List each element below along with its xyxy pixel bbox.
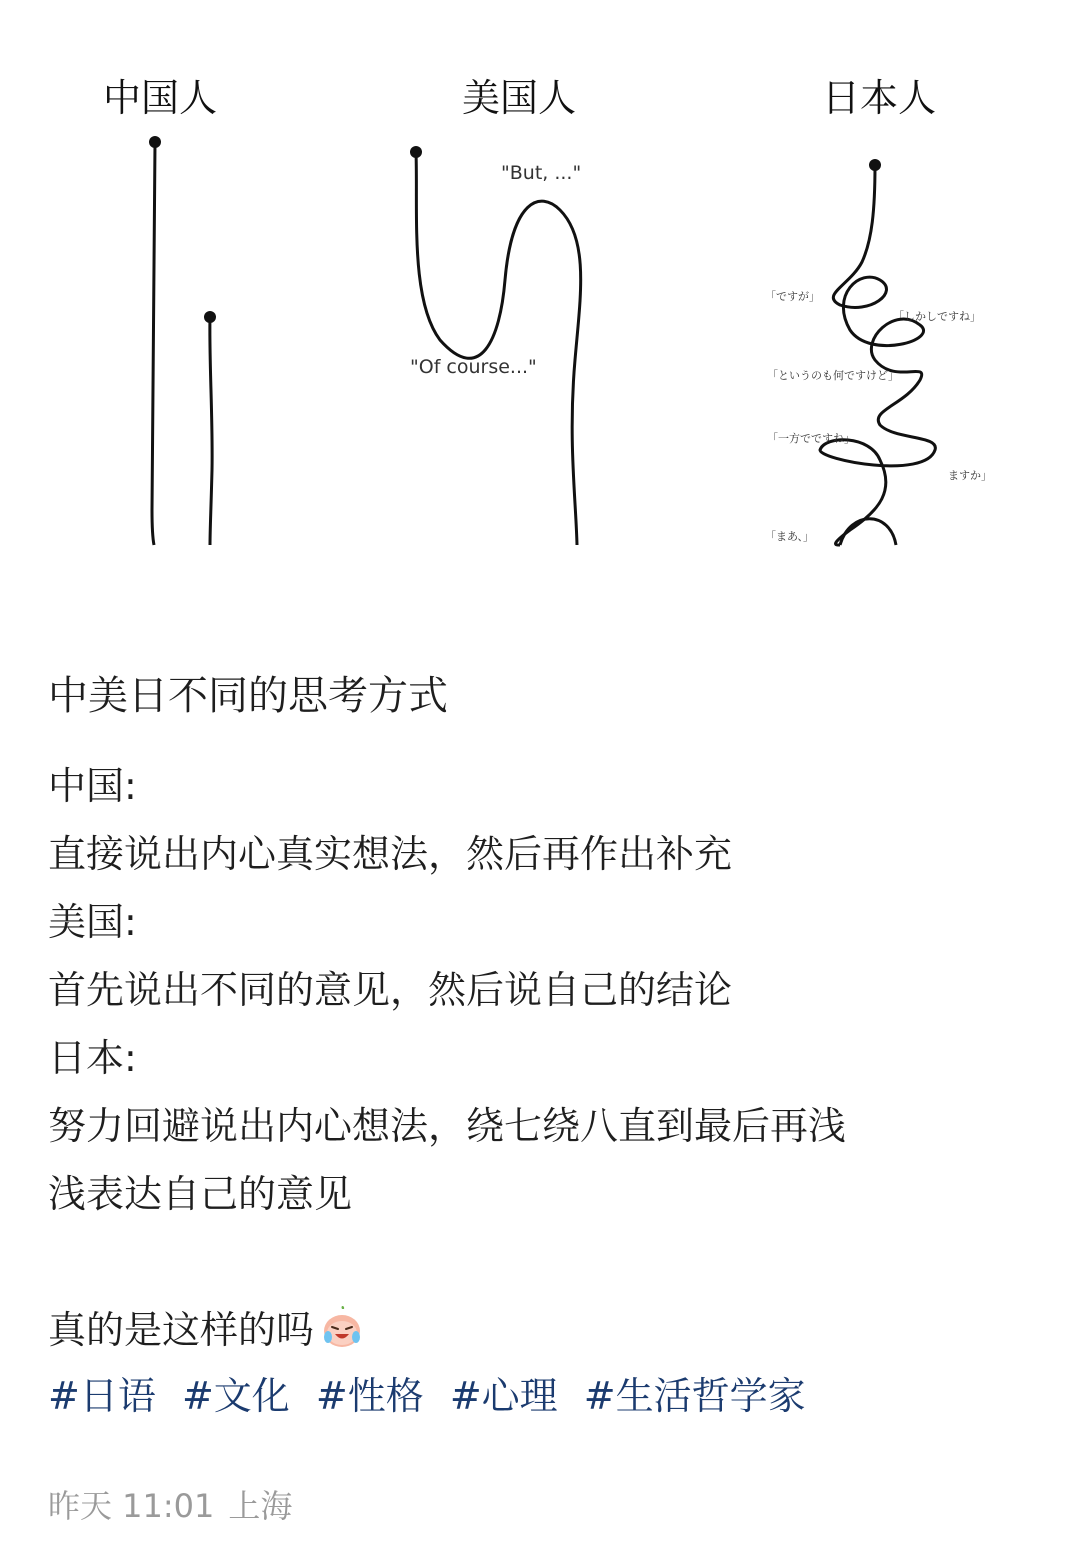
body-line-japan-label: 日本: bbox=[48, 1036, 137, 1080]
post-timestamp: 昨天 11:01 bbox=[48, 1487, 215, 1525]
hashtag-list bbox=[48, 1362, 820, 1430]
post-title: 中美日不同的思考方式 bbox=[48, 673, 448, 719]
body-line-usa-desc: 首先说出不同的意见，然后说自己的结论 bbox=[48, 968, 733, 1012]
body-line-closing bbox=[48, 1296, 1048, 1364]
american-line bbox=[416, 152, 581, 545]
body-line-japan-desc-1: 努力回避说出内心想法，绕七绕八直到最后再浅 bbox=[48, 1104, 847, 1148]
hashtag-japanese-language[interactable]: #日语 bbox=[48, 1374, 156, 1418]
american-quote-but: "But, ..." bbox=[501, 162, 582, 184]
japanese-quote-3: 「というのも何ですけど」 bbox=[767, 369, 899, 382]
closing-text: 真的是这样的吗 bbox=[48, 1308, 315, 1352]
japanese-start-dot bbox=[869, 159, 881, 171]
post-body bbox=[48, 752, 1048, 1364]
post-meta bbox=[48, 1478, 292, 1534]
japanese-quote-1: 「ですが」 bbox=[765, 290, 820, 303]
american-start-dot bbox=[410, 146, 422, 158]
japanese-quote-4: 「一方でですね」 bbox=[767, 432, 855, 445]
body-line-china-label: 中国: bbox=[48, 764, 137, 808]
crying-laughing-peach-emoji-icon bbox=[318, 1303, 366, 1351]
japanese-line bbox=[820, 165, 935, 545]
hashtag-life-philosopher[interactable]: #生活哲学家 bbox=[583, 1374, 806, 1418]
hashtag-psychology[interactable]: #心理 bbox=[449, 1374, 558, 1418]
hashtag-personality[interactable]: #性格 bbox=[315, 1374, 424, 1418]
chinese-column-title: 中国人 bbox=[102, 76, 218, 120]
thinking-style-illustration[interactable] bbox=[0, 40, 1080, 580]
chinese-lines bbox=[152, 143, 212, 545]
japanese-quote-6: 「まあ、」 bbox=[765, 530, 815, 543]
paragraph-spacer bbox=[48, 1228, 1048, 1296]
american-column-title: 美国人 bbox=[461, 76, 577, 120]
body-line-china-desc: 直接说出内心真实想法，然后再作出补充 bbox=[48, 832, 733, 876]
japanese-column-title: 日本人 bbox=[821, 76, 937, 120]
chinese-start-dot bbox=[149, 136, 161, 148]
japanese-quote-5: ますか」 bbox=[948, 469, 992, 482]
chinese-second-dot bbox=[204, 311, 216, 323]
post-location: 上海 bbox=[228, 1487, 293, 1525]
body-line-usa-label: 美国: bbox=[48, 900, 137, 944]
american-quote-of-course: "Of course..." bbox=[410, 356, 537, 378]
japanese-quote-2: 「しかしですね」 bbox=[893, 310, 981, 323]
body-line-japan-desc-2: 浅表达自己的意见 bbox=[48, 1172, 353, 1216]
hashtag-culture[interactable]: #文化 bbox=[181, 1374, 290, 1418]
